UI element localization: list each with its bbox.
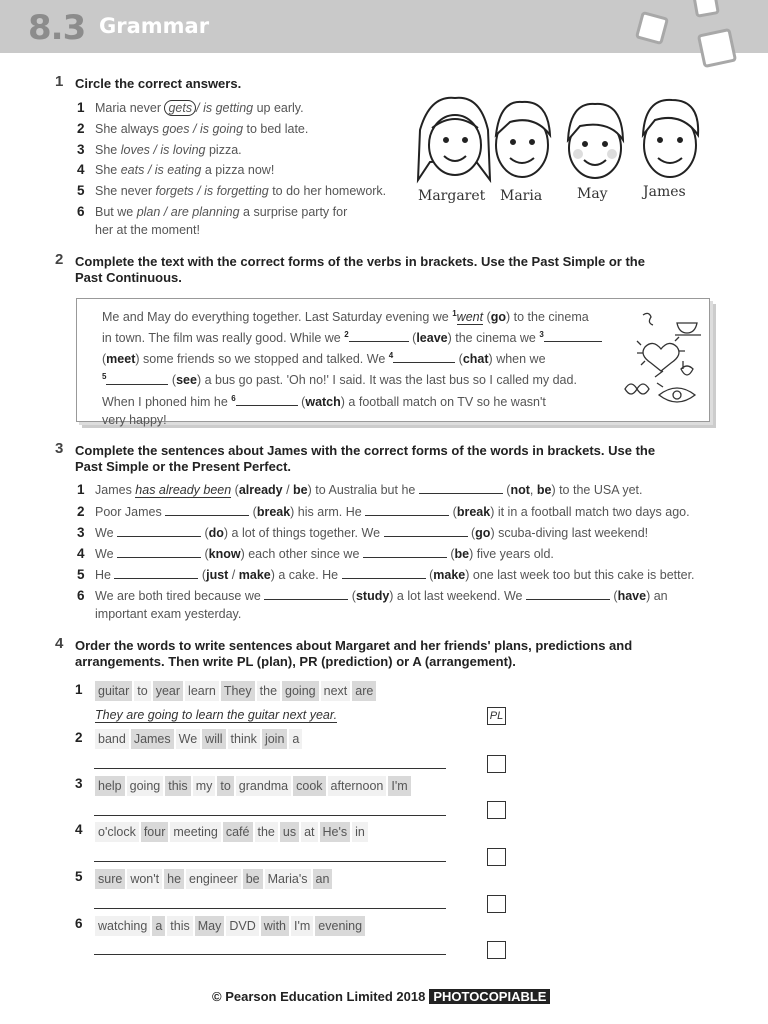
type-box[interactable]	[487, 755, 506, 773]
doodles-illustration	[615, 305, 705, 417]
exercise-number: 2	[55, 251, 64, 268]
answer-line[interactable]	[94, 908, 446, 909]
exercise-instruction: Order the words to write sentences about Margaret and her friends' plans, predictions and arrangements. Then write PL (plan), PR (prediction) or A (arrangement).	[75, 638, 633, 669]
answer-blank[interactable]	[363, 545, 447, 558]
copyright-text: © Pearson Education Limited 2018	[212, 989, 426, 1004]
ex1-item: 5 She never forgets / is forgetting to do her homework.	[77, 183, 387, 198]
exercise-instruction: Complete the sentences about James with the correct forms of the words in brackets. Use the Past Simple or the Present Perfect.	[75, 443, 656, 474]
item-number: 4	[75, 822, 83, 837]
example-answer: They are going to learn the guitar next year.	[95, 708, 338, 722]
swirl-doodle	[643, 313, 653, 325]
decor-square	[692, 0, 720, 18]
unit-number: 8.3	[28, 8, 86, 48]
page-title: Grammar	[99, 14, 210, 38]
word-chips: help going this my to grandma cook afternoon I'm	[95, 776, 411, 796]
word-chips: guitar to year learn They the going next are	[95, 681, 376, 701]
answer-blank[interactable]	[419, 481, 503, 494]
heart-icon	[643, 343, 679, 371]
ex1-item: 4 She eats / is eating a pizza now!	[77, 162, 275, 177]
circled-answer: gets	[164, 100, 196, 116]
example-answer: went	[456, 310, 484, 325]
page-header	[0, 0, 768, 53]
exercise-instruction: Complete the text with the correct forms of the verbs in brackets. Use the Past Simple or the Past Continuous.	[75, 254, 645, 285]
type-box[interactable]	[487, 895, 506, 913]
type-box[interactable]	[487, 848, 506, 866]
item-number: 1	[75, 682, 83, 697]
cup-icon	[675, 323, 701, 335]
item-number: 6	[75, 916, 83, 931]
exercise-number: 4	[55, 635, 64, 652]
star-doodle	[655, 371, 663, 387]
name-label: James	[643, 184, 686, 200]
shell-icon	[681, 361, 693, 375]
story-paragraph: Me and May do everything together. Last Saturday evening we $^1$went (go) to the cinema in town. The film was really good. While we $^2$ (leave) the cinema we $^3$ (meet) some friends so we stopped and talked. We $^4$ (chat) when we $^5$ (see) a bus go past. 'Oh no!' I said. It was the last bus so I called my dad. When I phoned him he $^6$ (watch) a football match on TV so he wasn't very happy!	[102, 305, 602, 429]
answer-blank[interactable]	[106, 372, 168, 385]
eye-icon	[659, 388, 695, 402]
item-number: 5	[75, 869, 83, 884]
item-number: 3	[75, 776, 83, 791]
answer-line[interactable]	[94, 954, 446, 955]
decor-square	[697, 28, 737, 68]
answer-blank[interactable]	[365, 503, 449, 516]
ex3-item: 3 We (do) a lot of things together. We (go) scuba-diving last weekend!	[77, 525, 649, 540]
type-box[interactable]	[487, 941, 506, 959]
name-label: Margaret	[418, 188, 486, 204]
answer-blank[interactable]	[117, 545, 201, 558]
decor-square	[635, 11, 669, 45]
ex1-item: 3 She loves / is loving pizza.	[77, 142, 242, 157]
exercise-instruction: Circle the correct answers.	[75, 76, 242, 91]
butterfly-icon	[625, 384, 649, 394]
answer-blank[interactable]	[349, 329, 409, 342]
answer-blank[interactable]	[165, 503, 249, 516]
word-chips: watching a this May DVD with I'm evening	[95, 916, 365, 936]
exercise-number: 3	[55, 440, 64, 457]
name-label: Maria	[500, 188, 543, 204]
word-chips: o'clock four meeting café the us at He's in	[95, 822, 368, 842]
answer-blank[interactable]	[544, 329, 602, 342]
ex1-item: 2 She always goes / is going to bed late.	[77, 121, 309, 136]
answer-line[interactable]	[94, 815, 446, 816]
word-chips: sure won't he engineer be Maria's an	[95, 869, 332, 889]
margaret-face	[418, 98, 490, 180]
answer-line[interactable]	[94, 768, 446, 769]
ex1-item: 6 But we plan / are planning a surprise party for	[77, 204, 348, 219]
answer-blank[interactable]	[236, 393, 298, 406]
answer-blank[interactable]	[526, 587, 610, 600]
footer	[212, 989, 550, 1004]
ex1-item: 1 Maria never gets / is getting up early.	[77, 100, 304, 115]
ex3-item-continuation: important exam yesterday.	[95, 607, 242, 621]
ex3-item: 4 We (know) each other since we (be) five years old.	[77, 546, 554, 561]
answer-blank[interactable]	[342, 566, 426, 579]
answer-blank[interactable]	[384, 524, 468, 537]
item-number: 2	[75, 730, 83, 745]
maria-face	[496, 102, 550, 177]
sparkle-doodle	[637, 337, 685, 365]
ex1-item-continuation: her at the moment!	[95, 223, 200, 237]
answer-blank[interactable]	[114, 566, 198, 579]
ex3-item: 2 Poor James (break) his arm. He (break) it in a football match two days ago.	[77, 504, 690, 519]
answer-blank[interactable]	[117, 524, 201, 537]
answer-blank[interactable]	[264, 587, 348, 600]
may-face	[568, 104, 623, 178]
exercise-number: 1	[55, 73, 64, 90]
story-text-box	[76, 298, 710, 427]
james-face	[643, 100, 698, 177]
friends-illustration	[410, 90, 710, 210]
ex3-item: 6 We are both tired because we (study) a lot last weekend. We (have) an	[77, 588, 668, 603]
answer-blank[interactable]	[393, 350, 455, 363]
type-box[interactable]: PL	[487, 707, 506, 725]
photocopiable-tag: PHOTOCOPIABLE	[429, 989, 550, 1004]
example-answer: has already been	[135, 483, 232, 497]
word-chips: band James We will think join a	[95, 729, 302, 749]
ex3-item: 5 He (just / make) a cake. He (make) one last week too but this cake is better.	[77, 567, 695, 582]
answer-line[interactable]	[94, 861, 446, 862]
ex3-item: 1 James has already been (already / be) to Australia but he (not, be) to the USA yet.	[77, 482, 643, 497]
name-label: May	[577, 186, 608, 202]
type-box[interactable]	[487, 801, 506, 819]
